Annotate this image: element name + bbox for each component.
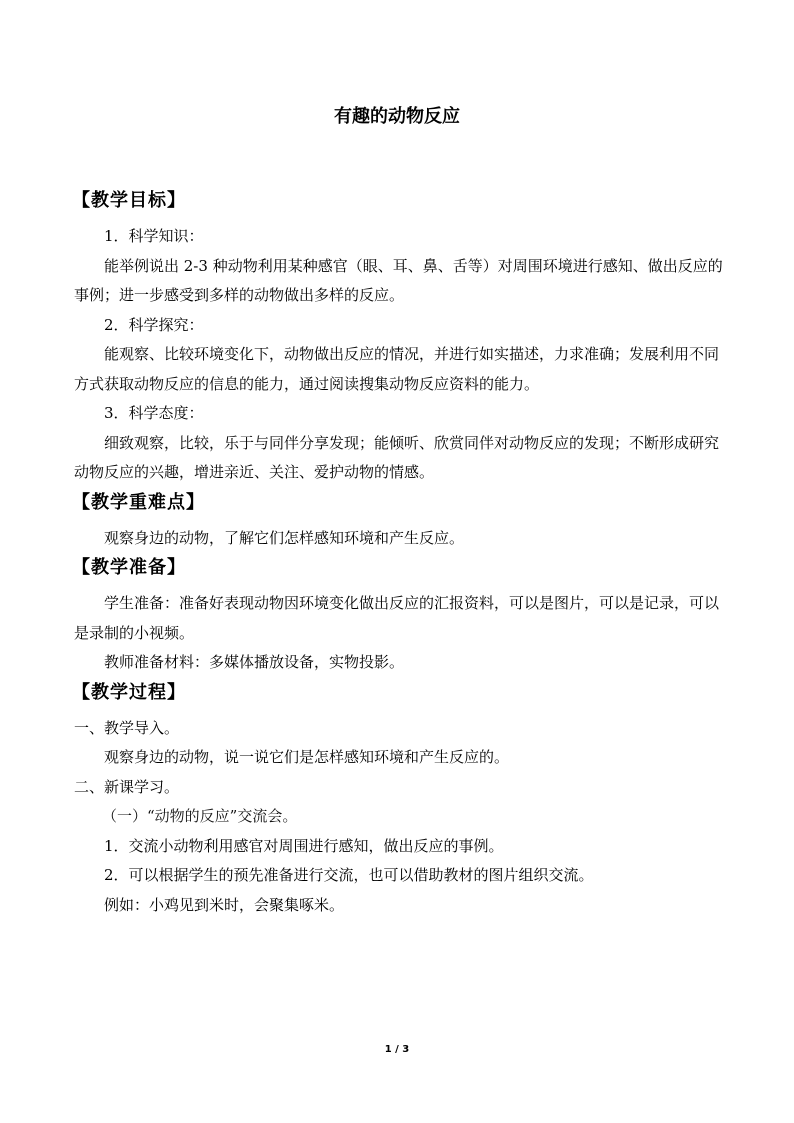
goal-subheading-inquiry: 2．科学探究： [104,315,204,334]
preparation-student: 学生准备：准备好表现动物因环境变化做出反应的汇报资料，可以是图片，可以是记录，可以是录制的小视频。 [74,594,720,642]
page-indicator: 1 / 3 [384,1044,410,1055]
section-heading-goals: 【教学目标】 [72,190,186,211]
goal-subheading-knowledge: 1．科学知识： [104,227,204,245]
process-item-1: 1．交流小动物利用感官对周围进行感知，做出反应的事例。 [104,836,504,855]
document-title: 有趣的动物反应 [334,106,460,127]
goal-paragraph-attitude: 细致观察，比较，乐于与同伴分享发现；能倾听、欣赏同伴对动物反应的发现；不断形成研究动物反应的兴趣，增进亲近、关注、爱护动物的情感。 [74,433,720,481]
preparation-teacher: 教师准备材料：多媒体播放设备，实物投影。 [104,653,405,671]
process-subsection-exchange: （一）“动物的反应”交流会。 [102,807,298,825]
section-heading-key-points: 【教学重难点】 [72,491,205,513]
process-item-2: 2．可以根据学生的预先准备进行交流，也可以借助教材的图片组织交流。 [104,866,594,884]
process-step-new-lesson: 二、新课学习。 [74,777,180,796]
process-example: 例如：小鸡见到米时，会聚集啄米。 [104,895,345,914]
goal-paragraph-inquiry: 能观察、比较环境变化下，动物做出反应的情况，并进行如实描述，力求准确；发展利用不同方式获取动物反应的信息的能力，通过阅读搜集动物反应资料的能力。 [74,345,720,393]
section-heading-preparation: 【教学准备】 [72,557,186,578]
key-points-paragraph: 观察身边的动物，了解它们怎样感知环境和产生反应。 [104,528,465,547]
section-heading-process: 【教学过程】 [72,681,186,703]
goal-paragraph-knowledge: 能举例说出 2-3 种动物利用某种感官（眼、耳、鼻、舌等）对周围环境进行感知、做出反应的事例；进一步感受到多样的动物做出多样的反应。 [74,256,723,304]
process-intro-paragraph: 观察身边的动物，说一说它们是怎样感知环境和产生反应的。 [104,748,510,766]
document-body [74,186,724,920]
process-step-intro: 一、教学导入。 [74,718,180,737]
goal-subheading-attitude: 3．科学态度： [104,404,204,422]
